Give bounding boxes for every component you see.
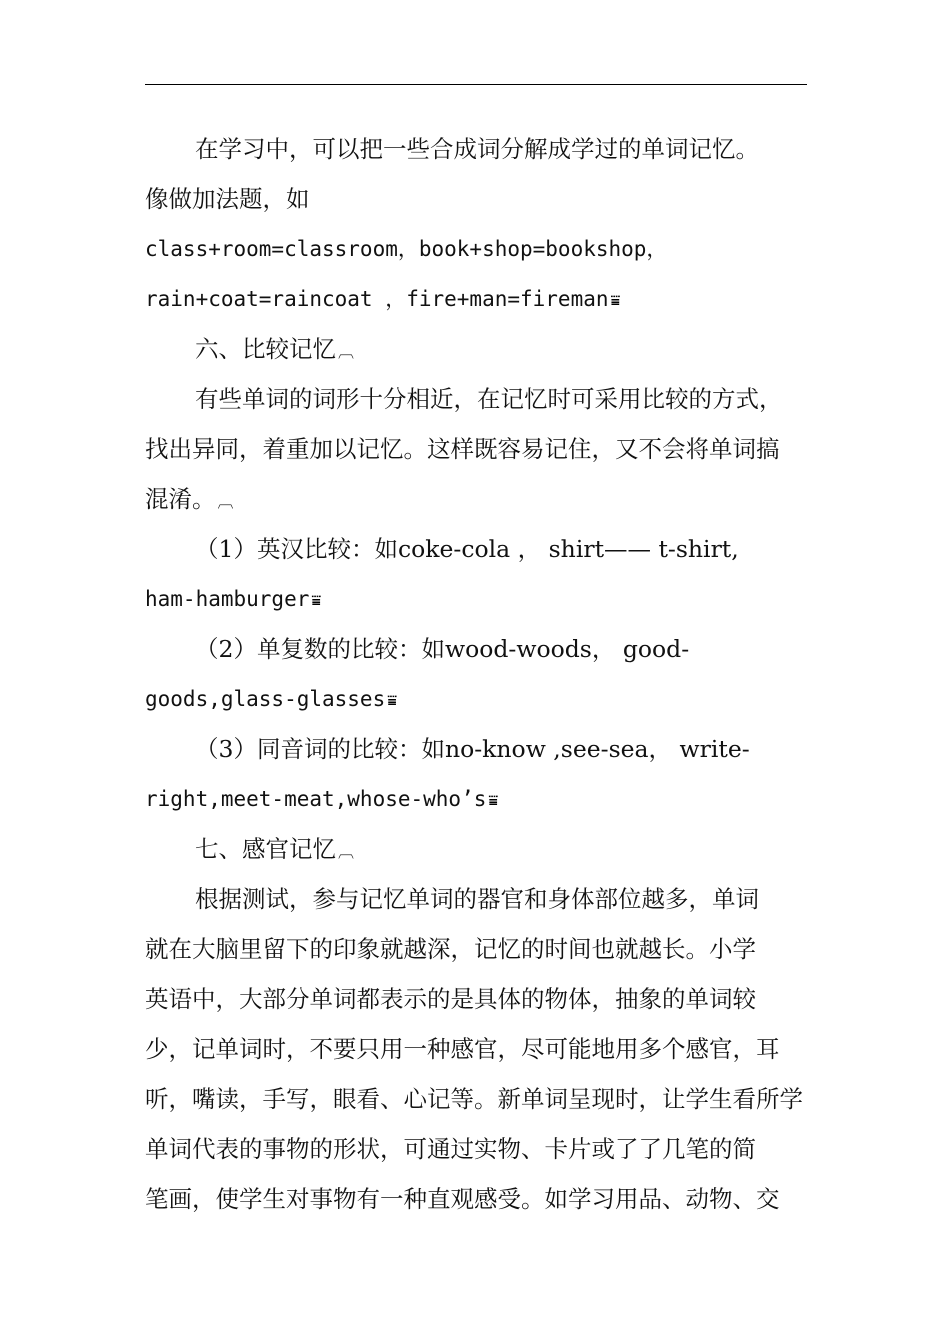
heading-end-mark: ︹ bbox=[217, 492, 234, 511]
list-end-mark: ⩸ bbox=[488, 791, 499, 810]
paragraph-line-21: 单词代表的事物的形状，可通过实物、卡片或了了几笔的简 bbox=[145, 1135, 756, 1163]
paragraph-line-17: 就在大脑里留下的印象就越深，记忆的时间也就越长。小学 bbox=[145, 935, 756, 963]
list-end-mark: ⩸ bbox=[610, 291, 621, 310]
paragraph-line-22: 笔画，使学生对事物有一种直观感受。如学习用品、动物、交 bbox=[145, 1185, 780, 1213]
heading-text: 六、比较记忆 bbox=[195, 335, 336, 363]
list-item-3-cont bbox=[145, 774, 845, 824]
list-item-2: （2）单复数的比较：如wood-woods， good- bbox=[195, 635, 690, 663]
heading-end-mark: ︹ bbox=[338, 842, 355, 861]
line-text: right,meet-meat,whose-who’s bbox=[145, 787, 487, 811]
list-item-3: （3）同音词的比较：如no-know ,see-sea， write- bbox=[195, 735, 750, 763]
paragraph-line-7: 找出异同，着重加以记忆。这样既容易记住，又不会将单词搞 bbox=[145, 435, 780, 463]
list-item-2-cont bbox=[145, 674, 845, 724]
paragraph-line-4 bbox=[145, 274, 845, 324]
heading-end-mark: ︹ bbox=[338, 342, 355, 361]
line-text: 混淆。 bbox=[145, 485, 216, 513]
list-item-1-cont bbox=[145, 574, 845, 624]
list-end-mark: ⩸ bbox=[311, 591, 322, 610]
section-heading-6 bbox=[195, 324, 895, 374]
line-text: goods,glass-glasses bbox=[145, 687, 386, 711]
paragraph-line-8 bbox=[145, 474, 845, 524]
header-rule bbox=[145, 84, 807, 85]
paragraph-line-3: class+room=classroom，book+shop=bookshop， bbox=[145, 237, 668, 261]
heading-text: 七、感官记忆 bbox=[195, 835, 336, 863]
list-item-1: （1）英汉比较：如coke-cola ， shirt—— t-shirt, bbox=[195, 535, 739, 563]
paragraph-line-16: 根据测试，参与记忆单词的器官和身体部位越多，单词 bbox=[195, 885, 759, 913]
paragraph-line-1: 在学习中，可以把一些合成词分解成学过的单词记忆。 bbox=[195, 135, 759, 163]
paragraph-line-19: 少，记单词时，不要只用一种感官，尽可能地用多个感官，耳 bbox=[145, 1035, 780, 1063]
list-end-mark: ⩸ bbox=[387, 691, 397, 710]
line-text: rain+coat=raincoat ，fire+man=fireman bbox=[145, 287, 609, 311]
line-text: ham-hamburger bbox=[145, 587, 310, 611]
paragraph-line-6: 有些单词的词形十分相近，在记忆时可采用比较的方式， bbox=[195, 385, 783, 413]
section-heading-7 bbox=[195, 824, 895, 874]
paragraph-line-2: 像做加法题，如 bbox=[145, 185, 310, 213]
paragraph-line-20: 听，嘴读，手写，眼看、心记等。新单词呈现时，让学生看所学 bbox=[145, 1085, 803, 1113]
paragraph-line-18: 英语中，大部分单词都表示的是具体的物体，抽象的单词较 bbox=[145, 985, 756, 1013]
